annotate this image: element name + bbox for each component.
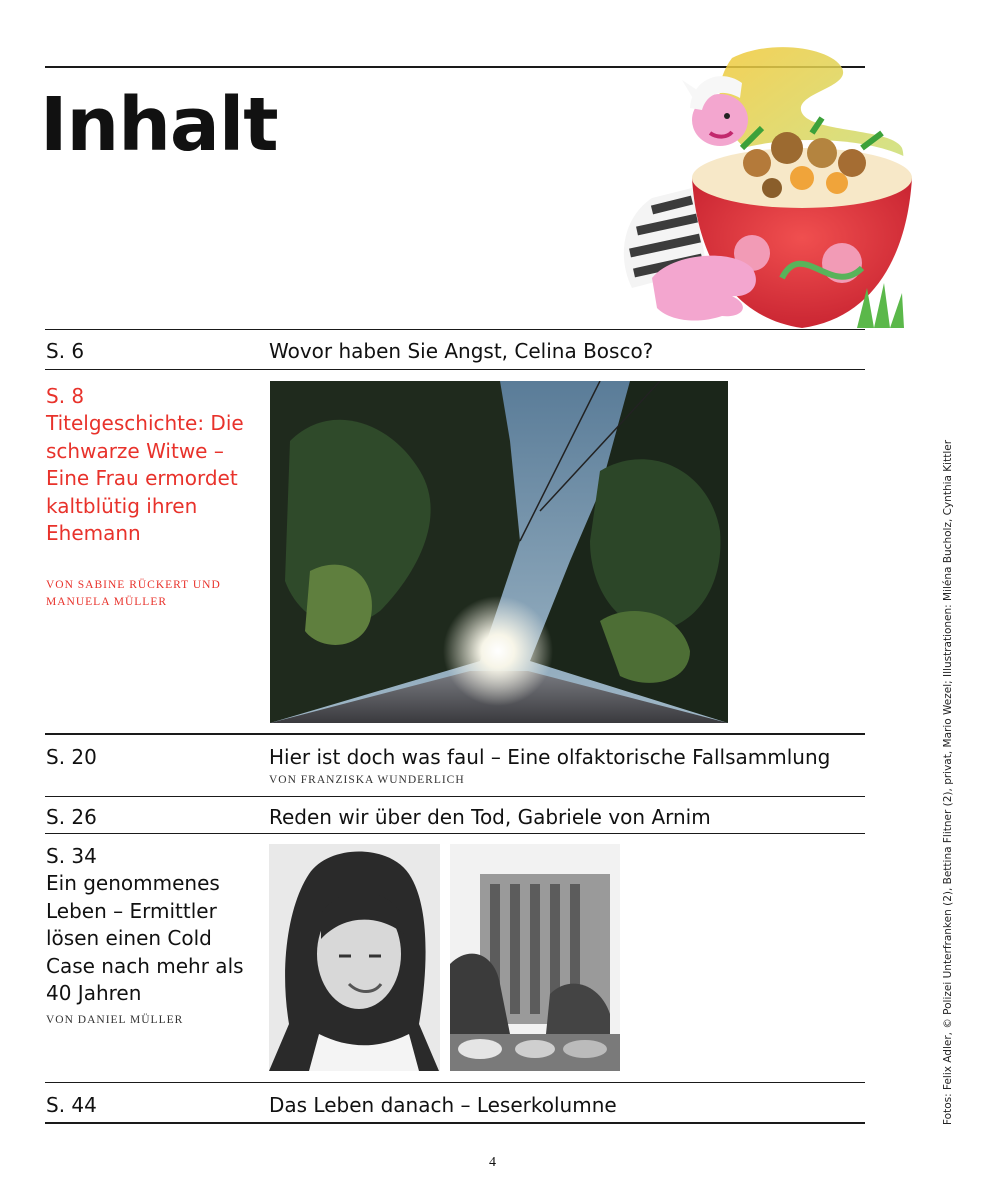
entry-page: S. 34 (46, 844, 97, 868)
page-title: Inhalt (40, 82, 278, 168)
page-number: 4 (489, 1155, 496, 1170)
cover-byline: VON SABINE RÜCKERT UND MANUELA MÜLLER (46, 579, 221, 608)
cover-page: S. 8 (46, 384, 85, 408)
entry-byline: VON DANIEL MÜLLER (46, 1014, 184, 1026)
divider (45, 833, 865, 834)
divider (45, 369, 865, 370)
entry-title[interactable]: Wovor haben Sie Angst, Celina Bosco? (269, 339, 654, 363)
cover-title[interactable]: Titelgeschichte: Die schwarze Witwe – Eine Frau ermordet kaltblütig ihren Ehemann (46, 411, 244, 545)
entry-page: S. 20 (46, 745, 97, 769)
divider (45, 1122, 865, 1124)
divider (45, 1082, 865, 1083)
entry-title[interactable]: Das Leben danach – Leserkolumne (269, 1093, 617, 1117)
photo-credits: Fotos: Felix Adler, © Polizei Unterfranken (2), Bettina Flitner (2), privat, Mario Wezel; Illustrationen: Miléna Bucholz, Cynthia Kittler (942, 439, 954, 1125)
building-photo (450, 844, 620, 1071)
entry-page: S. 26 (46, 805, 97, 829)
divider (45, 733, 865, 735)
cold-case-title[interactable]: Ein genommenes Leben – Ermittler lösen einen Cold Case nach mehr als 40 Jahren (46, 871, 244, 1005)
entry-page: S. 44 (46, 1093, 97, 1117)
divider (45, 329, 865, 330)
entry-page: S. 6 (46, 339, 85, 363)
night-road-photo (270, 381, 728, 723)
bowl-illustration (612, 38, 917, 338)
entry-byline: VON FRANZISKA WUNDERLICH (269, 774, 465, 786)
portrait-photo (269, 844, 440, 1071)
entry-title[interactable]: Reden wir über den Tod, Gabriele von Arnim (269, 805, 711, 829)
entry-title[interactable]: Hier ist doch was faul – Eine olfaktorische Fallsammlung (269, 745, 831, 769)
divider (45, 796, 865, 797)
